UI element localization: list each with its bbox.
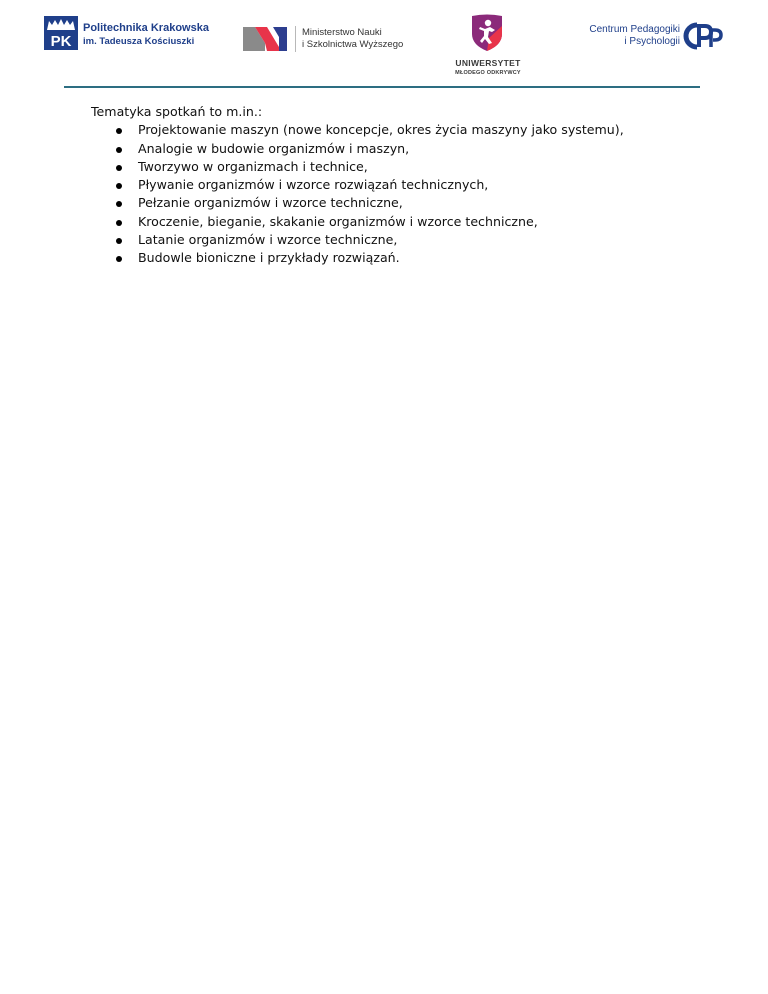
list-item-text: Pływanie organizmów i wzorce rozwiązań technicznych, bbox=[138, 177, 489, 193]
header-divider bbox=[64, 86, 700, 88]
bullet-icon bbox=[116, 128, 122, 134]
ministry-logo bbox=[243, 24, 413, 54]
list-item-text: Latanie organizmów i wzorce techniczne, bbox=[138, 232, 398, 248]
list-item bbox=[91, 140, 711, 158]
cpp-name-line2: i Psychologii bbox=[624, 36, 680, 47]
bullet-icon bbox=[116, 256, 122, 262]
ministry-name-line1: Ministerstwo Nauki bbox=[302, 27, 382, 38]
bullet-icon bbox=[116, 183, 122, 189]
politechnika-krakowska-logo bbox=[44, 16, 214, 52]
list-item bbox=[91, 176, 711, 194]
bullet-icon bbox=[116, 201, 122, 207]
bullet-icon bbox=[116, 220, 122, 226]
cpp-mark-icon bbox=[683, 22, 723, 50]
bullet-icon bbox=[116, 165, 122, 171]
ministry-divider bbox=[295, 26, 296, 52]
bullet-icon bbox=[116, 238, 122, 244]
centrum-pedagogiki-logo bbox=[580, 22, 725, 52]
list-item-text: Pełzanie organizmów i wzorce techniczne, bbox=[138, 195, 403, 211]
topics-intro: Tematyka spotkań to m.in.: bbox=[91, 104, 263, 119]
pk-name-line1: Politechnika Krakowska bbox=[83, 22, 209, 34]
ministry-name-line2: i Szkolnictwa Wyższego bbox=[302, 39, 404, 50]
pk-emblem-text: PK bbox=[50, 33, 72, 50]
list-item bbox=[91, 249, 711, 267]
list-item-text: Projektowanie maszyn (nowe koncepcje, okres życia maszyny jako systemu), bbox=[138, 122, 624, 138]
ministry-mark-icon bbox=[243, 27, 287, 51]
list-item bbox=[91, 121, 711, 139]
list-item-text: Budowle bioniczne i przykłady rozwiązań. bbox=[138, 250, 400, 266]
list-item-text: Kroczenie, bieganie, skakanie organizmów i wzorce techniczne, bbox=[138, 213, 538, 229]
umo-name-line2: MŁODEGO ODKRYWCY bbox=[455, 70, 521, 76]
umo-shield-icon bbox=[471, 14, 503, 52]
cpp-name-line1: Centrum Pedagogiki bbox=[589, 24, 680, 35]
list-item-text: Tworzywo w organizmach i technice, bbox=[138, 158, 368, 174]
list-item-text: Analogie w budowie organizmów i maszyn, bbox=[138, 140, 410, 156]
list-item bbox=[91, 231, 711, 249]
bullet-icon bbox=[116, 147, 122, 153]
list-item bbox=[91, 158, 711, 176]
document-body bbox=[91, 103, 711, 268]
page-header bbox=[0, 0, 768, 90]
pk-emblem-icon bbox=[44, 16, 78, 50]
umo-name-line1: UNIWERSYTET bbox=[455, 58, 521, 68]
topics-list bbox=[91, 121, 711, 267]
list-item bbox=[91, 213, 711, 231]
list-item bbox=[91, 194, 711, 212]
pk-name-line2: im. Tadeusza Kościuszki bbox=[83, 36, 195, 47]
uniwersytet-mlodego-odkrywcy-logo bbox=[450, 14, 526, 78]
